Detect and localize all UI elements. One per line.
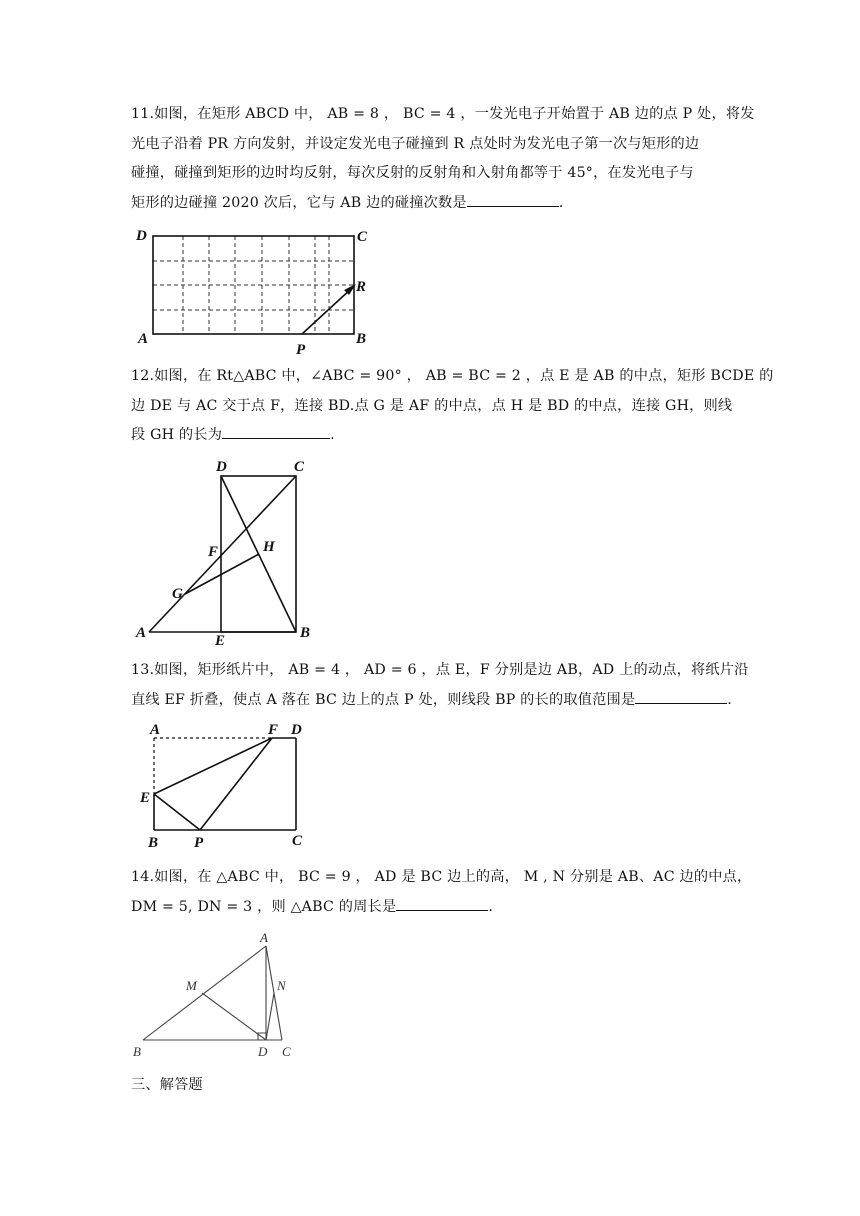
q14-label-a: A [260, 930, 268, 945]
q11-label-b: B [356, 331, 367, 347]
q12-label-c: C [294, 459, 305, 475]
q12-line-1: 12.如图，在 Rt△ABC 中，∠ABC = 90° ， AB = BC = 2 ，点 E 是 AB 的中点，矩形 BCDE 的 [131, 368, 774, 384]
section-heading [131, 1071, 751, 1101]
q13-label-p: P [194, 835, 204, 851]
q11-line-1: 11.如图，在矩形 ABCD 中， AB = 8 ， BC = 4 ，一发光电子开始置于 AB 边的点 P 处，将发 [131, 106, 755, 122]
q12-label-g: G [172, 586, 183, 602]
q11-line-4: 矩形的边碰撞 2020 次后，它与 AB 边的碰撞次数是 [131, 194, 467, 211]
q12-label-f: F [208, 544, 219, 560]
q14-label-n: N [277, 978, 286, 993]
q13-label-d: D [291, 722, 302, 738]
q11-label-d: D [136, 228, 147, 244]
q14-label-c: C [282, 1044, 291, 1059]
q11-label-a: A [138, 331, 149, 347]
q12-label-b: B [300, 625, 311, 641]
q13-label-e: E [140, 790, 151, 806]
q13-label-f: F [268, 722, 279, 738]
q13-line-2: 直线 EF 折叠，使点 A 落在 BC 边上的点 P 处，则线段 BP 的长的取值范围是 [131, 691, 636, 708]
q12-line-2: 边 DE 与 AC 交于点 F，连接 BD.点 G 是 AF 的中点，点 H 是 BD 的中点，连接 GH，则线 [131, 397, 733, 414]
q11-label-p: P [296, 342, 306, 358]
q14-line-1: 14.如图，在 △ABC 中， BC = 9 ， AD 是 BC 边上的高， M , N 分别是 AB、AC 边的中点， [131, 869, 752, 885]
section-title: 三、解答题 [131, 1077, 203, 1093]
q12-label-e: E [215, 633, 226, 649]
q13-line-1: 13.如图，矩形纸片中， AB = 4 ， AD = 6 ，点 E，F 分别是边 AB，AD 上的动点，将纸片沿 [131, 662, 749, 678]
q12-label-h: H [263, 539, 275, 555]
q14-line-2: DM = 5, DN = 3 ，则 △ABC 的周长是 [131, 898, 397, 915]
q12-line-3: 段 GH 的长为 [131, 427, 223, 444]
q13-label-a: A [150, 722, 161, 738]
q11-line-3: 碰撞，碰撞到矩形的边时均反射，每次反射的反射角和入射角都等于 45°，在发光电子与 [131, 165, 694, 182]
q12-label-a: A [136, 625, 147, 641]
q14-label-b: B [133, 1044, 141, 1059]
q11-label-r: R [356, 279, 367, 295]
question-14-text: 14.如图，在 △ABC 中， BC = 9 ， AD 是 BC 边上的高， M , N 分别是 AB、AC 边的中点， DM = 5, DN = 3 ，则 △ABC 的周长是 . [131, 869, 752, 915]
q11-line-2: 光电子沿着 PR 方向发射，并设定发光电子碰撞到 R 点处时为发光电子第一次与矩形的边 [131, 135, 700, 152]
q14-label-m: M [186, 978, 197, 993]
q14-label-d: D [258, 1044, 268, 1059]
q13-label-b: B [148, 835, 159, 851]
question-13-text: 13.如图，矩形纸片中， AB = 4 ， AD = 6 ，点 E，F 分别是边 AB，AD 上的动点，将纸片沿 直线 EF 折叠，使点 A 落在 BC 边上的点 P 处，则线段 BP 的长的取值范围是 . [131, 662, 749, 708]
question-12-text: 12.如图，在 Rt△ABC 中，∠ABC = 90° ， AB = BC = 2 ，点 E 是 AB 的中点，矩形 BCDE 的 边 DE 与 AC 交于点 F，连接 BD.点 G 是 AF 的中点，点 H 是 BD 的中点，连接 GH，则线 段 GH 的长为 . [131, 368, 774, 444]
question-11-text: 11.如图，在矩形 ABCD 中， AB = 8 ， BC = 4 ，一发光电子开始置于 AB 边的点 P 处，将发 光电子沿着 PR 方向发射，并设定发光电子碰撞到 R 点处时为发光电子第一次与矩形的边 碰撞，碰撞到矩形的边时均反射，每次反射的反射角和入射角都等于 45°，在发光电子与 矩形的边碰撞 2020 次后，它与 AB 边的碰撞次数是 . [131, 106, 755, 211]
q11-label-c: C [357, 229, 368, 245]
q12-label-d: D [216, 459, 227, 475]
q13-label-c: C [292, 833, 303, 849]
